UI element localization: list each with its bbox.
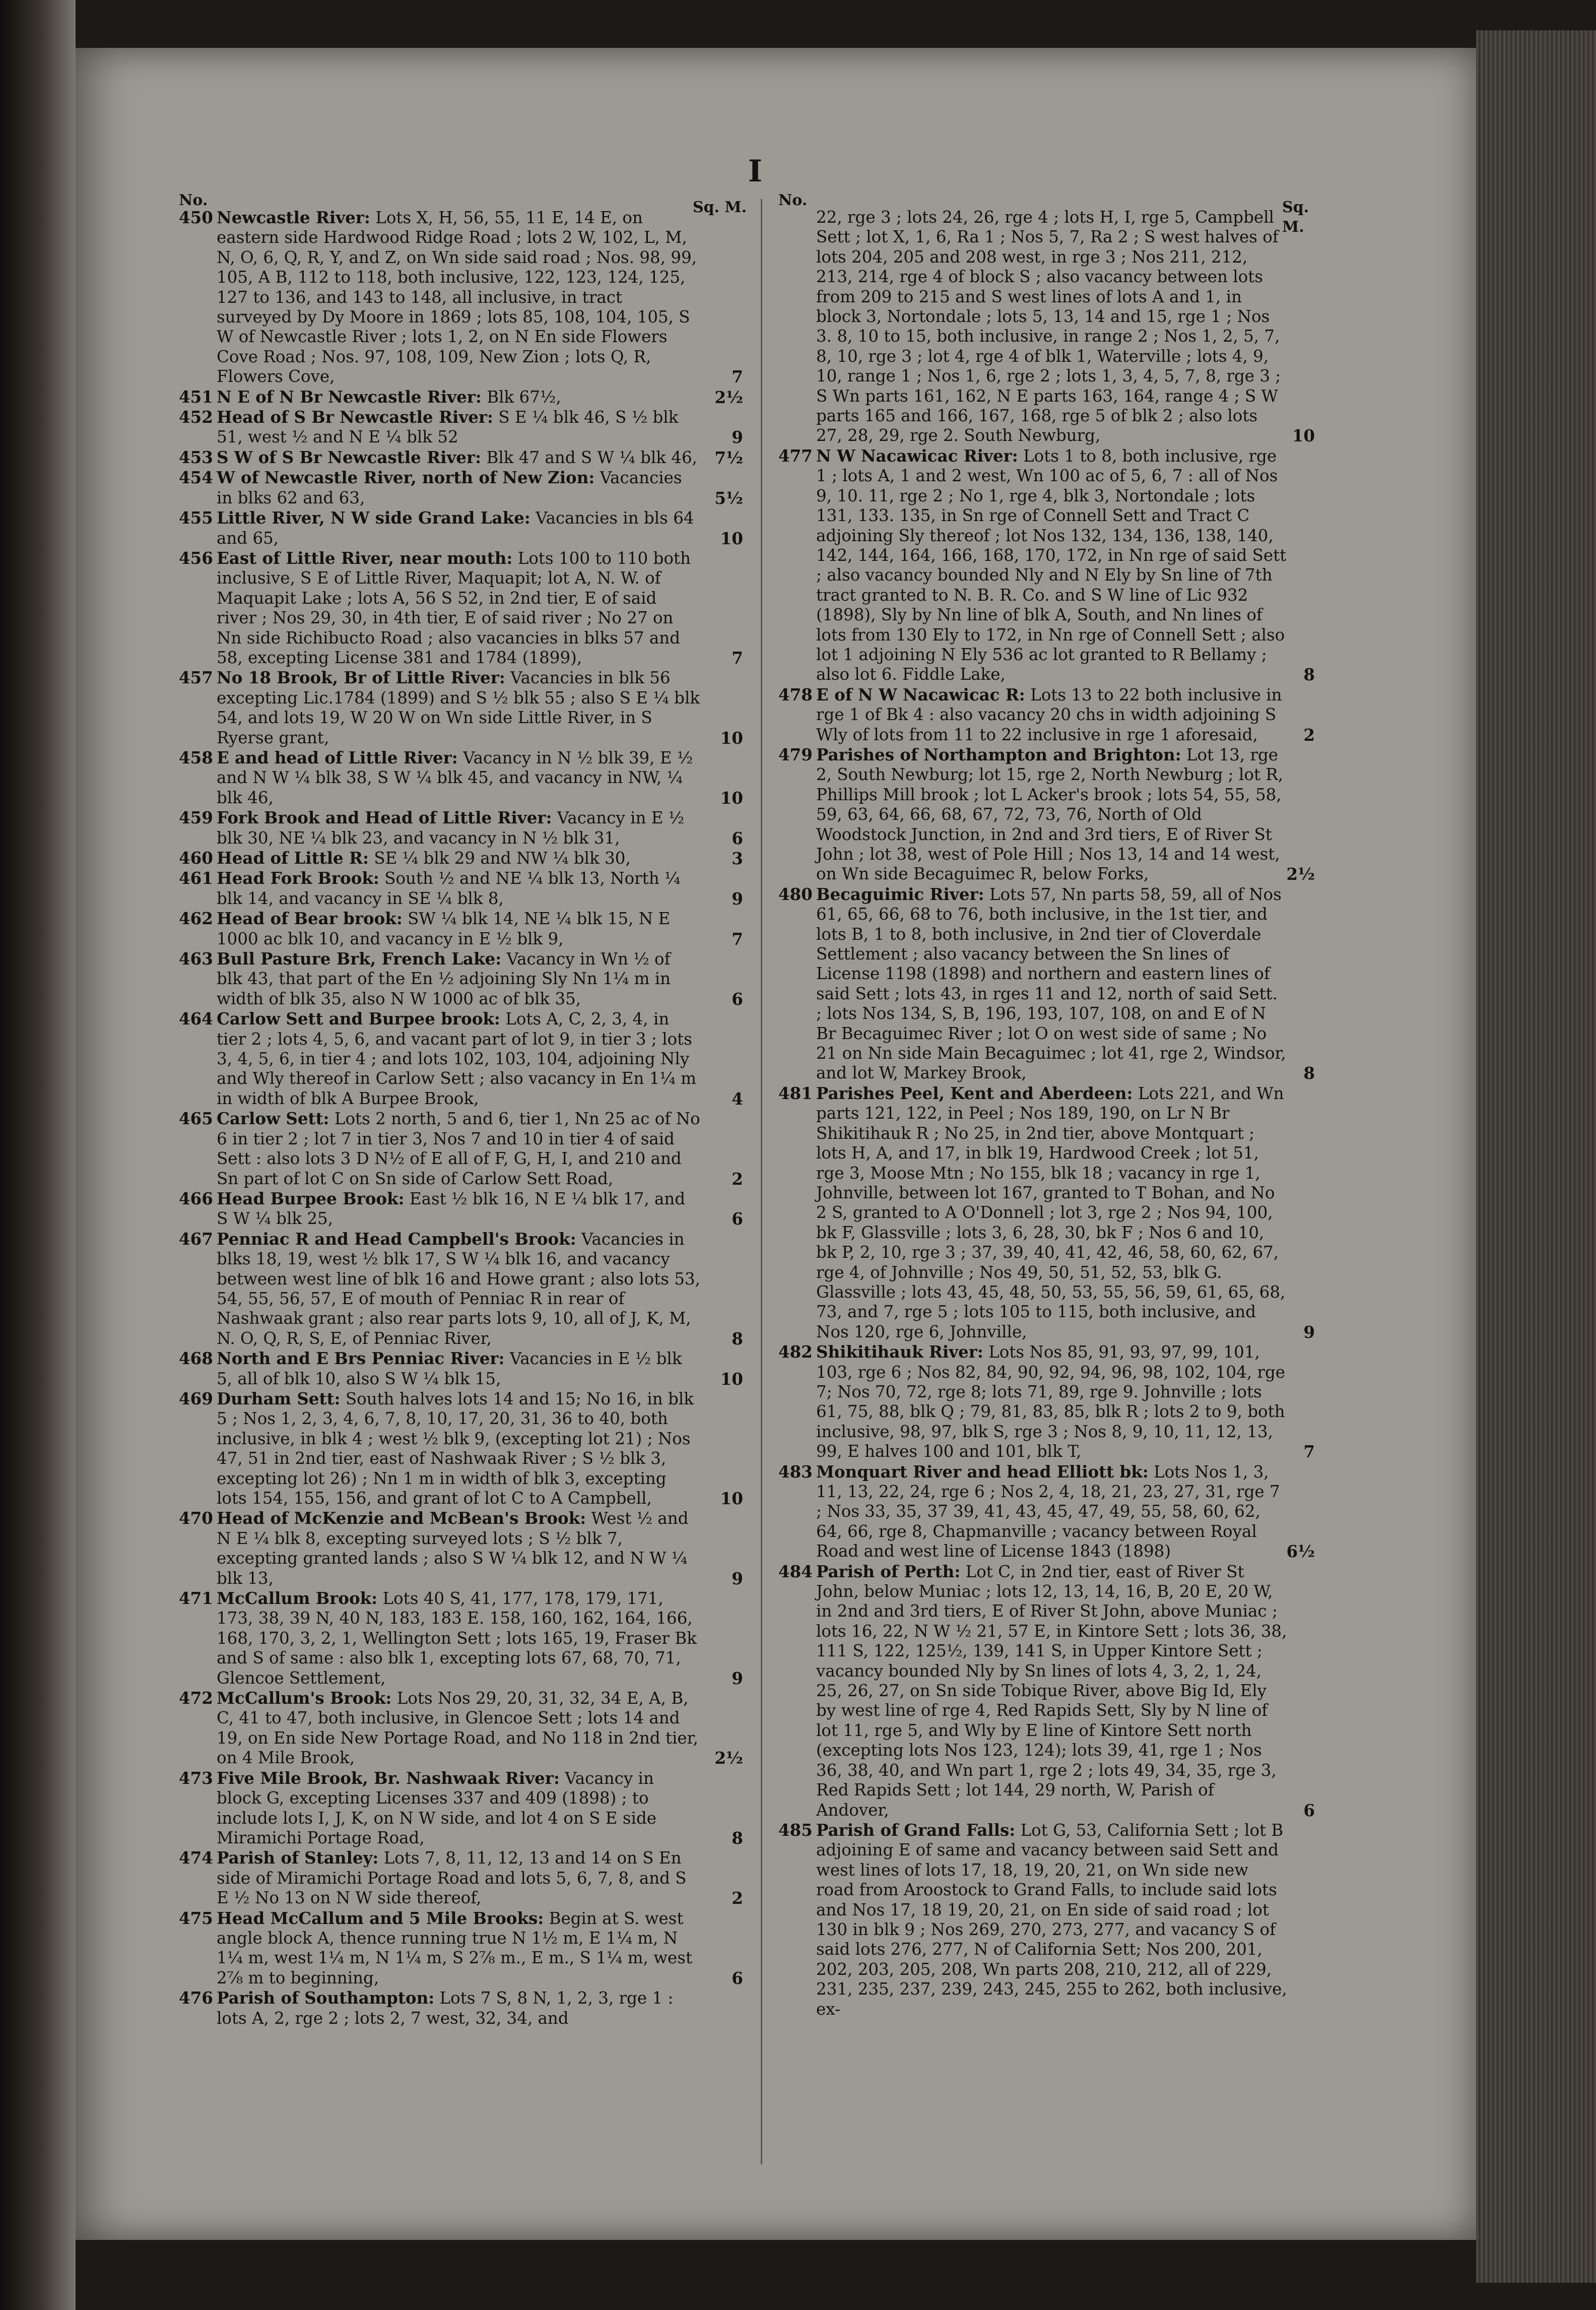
list-item <box>179 1688 753 1768</box>
list-item <box>179 1988 753 2028</box>
entry-locality: W of Newcastle River, north of New Zion: <box>217 468 595 488</box>
list-item <box>179 1189 753 1229</box>
entry-number: 478 <box>778 684 813 704</box>
entry-locality: Parish of Stanley: <box>217 1848 379 1868</box>
list-item <box>778 1342 1335 1461</box>
list-item <box>179 208 753 387</box>
entry-number: 476 <box>179 1988 213 2008</box>
entry-text: Lot G, 53, California Sett ; lot B adjoining E of same and vacancy between said Sett and west lines of lots 17, 18, 19, 20, 21, on Wn side new road from Aroostock to Grand Falls, to include said lots and Nos 17, 18 19, 20, 21, on En side of said road ; lot 130 in blk 9 ; Nos 269, 270, 273, 277, and vacancy S of said lots 276, 277, N of California Sett; Nos 200, 201, 202, 203, 205, 208, Wn parts 208, 210, 212, all of 229, 231, 235, 237, 239, 243, 245, 255 to 262, both inclusive, ex- <box>816 1820 1287 2019</box>
list-item <box>179 848 753 868</box>
entry-locality: Durham Sett: <box>217 1388 341 1408</box>
list-item <box>179 1109 753 1189</box>
entry-text: Lots 221, and Wn parts 121, 122, in Peel ; Nos 189, 190, on Lr N Br Shikitihauk R ; No 25, in 2nd tier, above Montquart ; lots H, A, and 17, in blk 19, Hardwood Creek ; lot 51, rge 3, Moose Mtn ; No 155, blk 18 ; vacancy in rge 1, Johnville, between lot 167, granted to T Bohan, and No 2 S, granted to A O'Donnell ; lot 3, rge 2 ; Nos 94, 100, bk F, Glassville ; lots 3, 6, 28, 30, bk F ; Nos 6 and 10, bk P, 2, 10, rge 3 ; 37, 39, 40, 41, 42, 46, 58, 60, 62, 67, rge 4, of Johnville ; Nos 49, 50, 51, 52, 53, blk G. Glassville ; lots 43, 45, 48, 50, 53, 55, 56, 59, 61, 65, 68, 73, and 7, rge 5 ; lots 105 to 115, both inclusive, and Nos 120, rge 6, Johnville, <box>816 1083 1286 1341</box>
entry-text: Vacancy in block G, excepting Licenses 337 and 409 (1898) ; to include lots I, J, K, on N W side, and lot 4 on S E side Miramichi Portage Road, <box>217 1768 656 1847</box>
entry-area: 2½ <box>714 387 743 407</box>
list-item <box>179 868 753 909</box>
sq-header: Sq. M. <box>693 199 747 216</box>
entry-number: 480 <box>778 884 813 904</box>
entry-locality: Becaguimic River: <box>816 884 984 904</box>
entry-area: 10 <box>720 788 743 808</box>
entry-number: 461 <box>179 868 213 888</box>
no-header: No. <box>179 191 208 209</box>
left-column <box>179 190 753 2028</box>
entry-number: 466 <box>179 1188 213 1208</box>
entry-area: 9 <box>732 888 743 909</box>
entry-area: 6 <box>732 989 743 1009</box>
entry-number: 472 <box>179 1688 213 1708</box>
entry-locality: Head McCallum and 5 Mile Brooks: <box>217 1908 544 1928</box>
entry-text: Lot C, in 2nd tier, east of River St John, below Muniac ; lots 12, 13, 14, 16, B, 20 E, 20 W, in 2nd and 3rd tiers, E of River St John, above Muniac ; lots 16, 22, N W ½ 21, 57 E, in Kintore Sett ; lots 36, 38, 111 S, 122, 125½, 139, 141 S, in Upper Kintore Sett ; vacancy bounded Nly by Sn lines of lots 4, 3, 2, 1, 24, 25, 26, 27, on Sn side Tobique River, above Big Id, Ely by west line of rge 4, Red Rapids Sett, Sly by N line of lot 11, rge 5, and Wly by E line of Kintore Sett north (excepting lots Nos 123, 124); lots 39, 41, rge 1 ; Nos 36, 38, 40, and Wn part 1, rge 2 ; lots 49, 34, 35, rge 3, Red Rapids Sett ; lot 144, 29 north, W, Parish of Andover, <box>816 1562 1287 1820</box>
entry-text: S E ¼ blk 46, S ½ blk 51, west ½ and N E ¼ blk 52 <box>217 408 679 447</box>
list-item <box>179 1389 753 1508</box>
list-item <box>179 548 753 668</box>
list-item <box>179 1848 753 1908</box>
entry-locality: Newcastle River: <box>217 208 370 227</box>
no-header: No. <box>778 191 808 209</box>
list-item <box>179 1229 753 1349</box>
entry-number: 451 <box>179 387 213 407</box>
entry-area: 8 <box>1303 1063 1315 1083</box>
entry-text: Lot 13, rge 2, South Newburg; lot 15, rge 2, North Newburg ; lot R, Phillips Mill brook ; lot L Acker's brook ; lots 54, 55, 58, 59, 63, 64, 66, 68, 67, 72, 73, 76, North of Old Woodstock Junction, in 2nd and 3rd tiers, E of River St John ; lot 38, west of Pole Hill ; Nos 13, 14 and 14 west, on Wn side Becaguimec R, below Forks, <box>816 745 1284 884</box>
list-item <box>778 745 1335 884</box>
list-item <box>778 1083 1335 1342</box>
entry-text: Lots X, H, 56, 55, 11 E, 14 E, on eastern side Hardwood Ridge Road ; lots 2 W, 102, L, M, N, O, 6, Q, R, Y, and Z, on Wn side said road ; Nos. 98, 99, 105, A B, 112 to 118, both inclusive, 122, 123, 124, 125, 127 to 136, and 143 to 148, all inclusive, in tract surveyed by Dy Moore in 1869 ; lots 85, 108, 104, 105, S W of Newcastle River ; lots 1, 2, on N En side Flowers Cove Road ; Nos. 97, 108, 109, New Zion ; lots Q, R, Flowers Cove, <box>217 208 697 387</box>
right-column <box>778 190 1335 2019</box>
entry-area: 6 <box>1303 1800 1315 1820</box>
entry-number: 467 <box>179 1229 213 1249</box>
entry-number: 459 <box>179 808 213 828</box>
list-item <box>179 949 753 1009</box>
entry-area: 10 <box>1292 426 1315 446</box>
entry-text: Lots Nos 29, 20, 31, 32, 34 E, A, B, C, 41 to 47, both inclusive, in Glencoe Sett ; lots 14 and 19, on En side New Portage Road, and No 118 in 2nd tier, on 4 Mile Brook, <box>217 1689 698 1768</box>
list-item <box>778 1820 1335 2019</box>
list-item <box>179 1588 753 1688</box>
entry-locality: Head of Bear brook: <box>217 909 403 929</box>
entry-text: SE ¼ blk 29 and NW ¼ blk 30, <box>369 849 631 868</box>
entry-text: Lots 40 S, 41, 177, 178, 179, 171, 173, 38, 39 N, 40 N, 183, 183 E. 158, 160, 162, 164, 166, 168, 170, 3, 2, 1, Wellington Sett ; lots 165, 19, Fraser Bk and S of same : also blk 1, excepting lots 67, 68, 70, 71, Glencoe Settlement, <box>217 1589 697 1688</box>
entry-area: 7 <box>732 367 743 387</box>
list-item <box>179 808 753 848</box>
entry-locality: Parishes of Northampton and Brighton: <box>816 744 1181 764</box>
list-item <box>179 1908 753 1988</box>
entry-number: 452 <box>179 407 213 427</box>
entry-text: Lots 7 S, 8 N, 1, 2, 3, rge 1 : lots A, 2, rge 2 ; lots 2, 7 west, 32, 34, and <box>217 1988 674 2028</box>
list-item <box>179 447 753 468</box>
entry-text: Vacancy in E ½ blk 30, NE ¼ blk 23, and vacancy in N ½ blk 31, <box>217 808 685 848</box>
list-item <box>179 468 753 508</box>
entry-locality: East of Little River, near mouth: <box>217 548 513 568</box>
list-item <box>179 1349 753 1389</box>
right-column-header <box>778 190 1335 236</box>
entry-number: 473 <box>179 1768 213 1788</box>
entry-number: 481 <box>778 1083 813 1103</box>
entry-area: 7½ <box>714 447 743 468</box>
entry-locality: Little River, N W side Grand Lake: <box>217 508 530 528</box>
entry-locality: Head Burpee Brook: <box>217 1188 405 1208</box>
entry-number: 465 <box>179 1109 213 1129</box>
list-item <box>179 1768 753 1848</box>
list-item <box>179 748 753 808</box>
entry-text: 22, rge 3 ; lots 24, 26, rge 4 ; lots H, I, rge 5, Campbell Sett ; lot X, 1, 6, Ra 1 ; Nos 5, 7, Ra 2 ; S west halves of lots 204, 205 and 208 west, in rge 3 ; Nos 211, 212, 213, 214, rge 4 of block S ; also vacancy between lots from 209 to 215 and S west lines of lots A and 1, in block 3, Nortondale ; lots 5, 13, 14 and 15, rge 1 ; Nos 3. 8, 10 to 15, both inclusive, in range 2 ; Nos 1, 2, 5, 7, 8, 10, rge 3 ; lot 4, rge 4 of blk 1, Waterville ; lots 4, 9, 10, range 1 ; Nos 1, 6, rge 2 ; lots 1, 3, 4, 5, 7, 8, rge 3 ; S Wn parts 161, 162, N E parts 163, 164, range 4 ; S W parts 165 and 166, 167, 168, rge 5 of blk 2 ; also lots 27, 28, 29, rge 2. South Newburg, <box>816 208 1281 445</box>
list-item <box>778 685 1335 745</box>
entry-text: Vacancies in blks 62 and 63, <box>217 468 682 507</box>
entry-locality: Head Fork Brook: <box>217 868 379 888</box>
entry-area: 2½ <box>714 1748 743 1768</box>
entry-area: 2 <box>1303 725 1315 745</box>
entry-text: East ½ blk 16, N E ¼ blk 17, and S W ¼ blk 25, <box>217 1189 686 1229</box>
entry-text: Lots Nos 1, 3, 11, 13, 22, 24, rge 6 ; Nos 2, 4, 18, 21, 23, 27, 31, rge 7 ; Nos 33, 35, 37 39, 41, 43, 45, 47, 49, 55, 58, 60, 62, 64, 66, rge 8, Chapmanville ; vacancy between Royal Road and west line of License 1843 (1898) <box>816 1462 1280 1561</box>
entry-number: 463 <box>179 949 213 969</box>
entry-text: Vacancy in N ½ blk 39, E ½ and N W ¼ blk 38, S W ¼ blk 45, and vacancy in NW, ¼ blk 46, <box>217 748 693 807</box>
entry-text: West ½ and N E ¼ blk 8, excepting surveyed lots ; S ½ blk 7, excepting granted lands ; also S W ¼ blk 12, and N W ¼ blk 13, <box>217 1509 689 1588</box>
entry-number: 482 <box>778 1342 813 1362</box>
entry-number: 484 <box>778 1561 813 1581</box>
entry-locality: Penniac R and Head Campbell's Brook: <box>217 1229 576 1249</box>
entry-number: 450 <box>179 208 213 227</box>
entry-area: 10 <box>720 728 743 748</box>
list-item <box>778 1562 1335 1820</box>
right-entry-list <box>778 446 1335 2019</box>
sq-header: Sq. M. <box>1282 199 1309 236</box>
entry-locality: McCallum's Brook: <box>217 1688 392 1708</box>
entry-text: South ½ and NE ¼ blk 13, North ¼ blk 14, and vacancy in SE ¼ blk 8, <box>217 869 681 908</box>
entry-number: 468 <box>179 1349 213 1369</box>
entry-area: 9 <box>1303 1322 1315 1342</box>
column-divider <box>761 199 762 2164</box>
entry-area: 5½ <box>714 488 743 508</box>
entry-locality: E and head of Little River: <box>217 747 458 767</box>
entry-text: Vacancy in Wn ½ of blk 43, that part of the En ½ adjoining Sly Nn 1¼ m in width of blk 35, also N W 1000 ac of blk 35, <box>217 949 671 1008</box>
entry-locality: Parishes Peel, Kent and Aberdeen: <box>816 1083 1133 1103</box>
entry-number: 479 <box>778 744 813 764</box>
entry-area: 10 <box>720 1489 743 1508</box>
left-column-header <box>179 190 753 216</box>
entry-locality: Parish of Perth: <box>816 1561 961 1581</box>
page-edges <box>1476 30 1596 2283</box>
entry-number: 454 <box>179 468 213 488</box>
entry-number: 453 <box>179 447 213 467</box>
list-item <box>179 1009 753 1109</box>
entry-text: Lots A, C, 2, 3, 4, in tier 2 ; lots 4, 5, 6, and vacant part of lot 9, in tier 3 ; lots 3, 4, 5, 6, in tier 4 ; and lots 102, 103, 104, adjoining Nly and Wly thereof in Carlow Sett ; also vacancy in En 1¼ m in width of blk A Burpee Brook, <box>217 1009 697 1108</box>
entry-text: Vacancies in blks 18, 19, west ½ blk 17, S W ¼ blk 16, and vacancy between west line of blk 16 and Howe grant ; also lots 53, 54, 55, 56, 57, E of mouth of Penniac R in rear of Nashwaak grant ; also rear parts lots 9, 10, all of J, K, M, N. O, Q, R, S, E, of Penniac River, <box>217 1229 701 1348</box>
entry-area: 8 <box>732 1828 743 1848</box>
entry-number: 475 <box>179 1908 213 1928</box>
entry-number: 460 <box>179 848 213 868</box>
entry-locality: Head of McKenzie and McBean's Brook: <box>217 1508 586 1528</box>
entry-locality: North and E Brs Penniac River: <box>217 1349 505 1369</box>
entry-text: Lots Nos 85, 91, 93, 97, 99, 101, 103, rge 6 ; Nos 82, 84, 90, 92, 94, 96, 98, 102, 104, rge 7; Nos 70, 72, rge 8; lots 71, 89, rge 9. Johnville ; lots 61, 75, 88, blk Q ; 79, 81, 83, 85, blk R ; lots 2 to 9, both inclusive, 98, 97, blk S, rge 3 ; Nos 8, 9, 10, 11, 12, 13, 99, E halves 100 and 101, blk T, <box>816 1342 1285 1461</box>
entry-number: 458 <box>179 747 213 767</box>
entry-text: South halves lots 14 and 15; No 16, in blk 5 ; Nos 1, 2, 3, 4, 6, 7, 8, 10, 17, 20, 31, 36 to 40, both inclusive, in blk 4 ; west ½ blk 9, (excepting lot 21) ; Nos 47, 51 in 2nd tier, east of Nashwaak River ; S ½ blk 3, excepting lot 26) ; Nn 1 m in width of blk 3, excepting lots 154, 155, 156, and grant of lot C to A Campbell, <box>217 1389 694 1508</box>
entry-locality: Fork Brook and Head of Little River: <box>217 808 552 828</box>
list-item <box>778 446 1335 685</box>
entry-text: Vacancies in blk 56 excepting Lic.1784 (1899) and S ½ blk 55 ; also S E ¼ blk 54, and lots 19, W 20 W on Wn side Little River, in S Ryerse grant, <box>217 668 700 747</box>
entry-area: 8 <box>1303 665 1315 685</box>
entry-area: 9 <box>732 1668 743 1688</box>
entry-number: 464 <box>179 1009 213 1029</box>
book-spine <box>0 0 76 2310</box>
entry-area: 4 <box>732 1088 743 1109</box>
entry-text: Begin at S. west angle block A, thence running true N 1½ m, E 1¼ m, N 1¼ m, west 1¼ m, N 1¼ m, S 2⅞ m., E m., S 1¼ m, west 2⅞ m to beginning, <box>217 1908 693 1987</box>
entry-area: 7 <box>732 929 743 949</box>
entry-area: 3 <box>732 849 743 868</box>
entry-locality: Carlow Sett and Burpee brook: <box>217 1009 500 1029</box>
entry-number: 455 <box>179 508 213 528</box>
entry-text: Lots 1 to 8, both inclusive, rge 1 ; lots A, 1 and 2 west, Wn 100 ac of 5, 6, 7 : all of Nos 9, 10. 11, rge 2 ; No 1, rge 4, blk 3, Nortondale ; lots 131, 133. 135, in Sn rge of Connell Sett and Tract C adjoining Sly thereof ; lot Nos 132, 134, 136, 138, 140, 142, 144, 164, 166, 168, 170, 172, in Nn rge of said Sett ; also vacancy bounded Nly and N Ely by Sn line of 7th tract granted to N. B. R. Co. and S W line of Lic 932 (1898), Sly by Nn line of blk A, South, and Nn lines of lots from 130 Ely to 172, in Nn rge of Connell Sett ; also lot 1 adjoining N Ely 536 ac lot granted to R Bellamy ; also lot 6. Fiddle Lake, <box>816 446 1287 684</box>
list-item <box>778 884 1335 1083</box>
entry-text: Vacancies in bls 64 and 65, <box>217 508 694 548</box>
entry-area: 8 <box>732 1328 743 1349</box>
entry-text: Lots 100 to 110 both inclusive, S E of Little River, Maquapit; lot A, N. W. of Maquapit Lake ; lots A, 56 S 52, in 2nd tier, E of said river ; Nos 29, 30, in 4th tier, E of said river ; No 27 on Nn side Richibucto Road ; also vacancies in blks 57 and 58, excepting License 381 and 1784 (1899), <box>217 548 691 667</box>
list-item <box>179 1508 753 1588</box>
entry-area: 10 <box>720 1369 743 1389</box>
entry-locality: No 18 Brook, Br of Little River: <box>217 668 505 688</box>
entry-number: 483 <box>778 1461 813 1482</box>
entry-locality: N W Nacawicac River: <box>816 445 1018 466</box>
entry-area: 6 <box>732 1968 743 1988</box>
entry-locality: Head of S Br Newcastle River: <box>217 407 494 427</box>
entry-locality: S W of S Br Newcastle River: <box>217 447 482 467</box>
entry-locality: Parish of Grand Falls: <box>816 1820 1016 1840</box>
entry-locality: E of N W Nacawicac R: <box>816 684 1025 704</box>
left-entry-list <box>179 208 753 2028</box>
entry-number: 471 <box>179 1588 213 1609</box>
entry-locality: Carlow Sett: <box>217 1109 329 1129</box>
entry-number: 462 <box>179 909 213 929</box>
entry-number: 485 <box>778 1820 813 1840</box>
entry-number: 469 <box>179 1388 213 1408</box>
entry-area: 10 <box>720 528 743 548</box>
list-item <box>179 668 753 748</box>
list-item <box>179 508 753 548</box>
entry-number: 457 <box>179 668 213 688</box>
entry-area: 6 <box>732 1209 743 1229</box>
entry-locality: Shikitihauk River: <box>816 1342 983 1362</box>
entry-area: 9 <box>732 427 743 447</box>
entry-area: 2½ <box>1286 864 1315 884</box>
entry-area: 2 <box>732 1169 743 1189</box>
list-item <box>778 1462 1335 1562</box>
entry-locality: McCallum Brook: <box>217 1588 378 1609</box>
entry-text: Vacancies in E ½ blk 5, all of blk 10, also S W ¼ blk 15, <box>217 1349 682 1388</box>
entry-text: Blk 67½, <box>481 387 561 407</box>
entry-text: Blk 47 and S W ¼ blk 46, <box>481 447 698 467</box>
entry-number: 477 <box>778 445 813 466</box>
entry-area: 7 <box>732 648 743 668</box>
page-letter: I <box>748 154 763 189</box>
continuation-entry <box>778 208 1335 446</box>
entry-locality: N E of N Br Newcastle River: <box>217 387 482 407</box>
entry-area: 7 <box>1303 1442 1315 1462</box>
entry-area: 9 <box>732 1568 743 1588</box>
list-item <box>179 387 753 407</box>
entry-locality: Bull Pasture Brk, French Lake: <box>217 949 502 969</box>
entry-number: 470 <box>179 1508 213 1528</box>
entry-number: 456 <box>179 548 213 568</box>
entry-text: Lots 13 to 22 both inclusive in rge 1 of Bk 4 : also vacancy 20 chs in width adjoining S Wly of lots from 11 to 22 inclusive in rge 1 aforesaid, <box>816 685 1282 744</box>
entry-locality: Parish of Southampton: <box>217 1988 435 2008</box>
entry-locality: Monquart River and head Elliott bk: <box>816 1461 1149 1482</box>
list-item <box>179 909 753 949</box>
entry-area: 2 <box>732 1888 743 1908</box>
list-item <box>179 407 753 447</box>
entry-text: SW ¼ blk 14, NE ¼ blk 15, N E 1000 ac blk 10, and vacancy in E ½ blk 9, <box>217 909 671 948</box>
entry-locality: Head of Little R: <box>217 848 369 868</box>
entry-text: Lots 2 north, 5 and 6, tier 1, Nn 25 ac of No 6 in tier 2 ; lot 7 in tier 3, Nos 7 and 10 in tier 4 of said Sett : also lots 3 D N½ of E all of F, G, H, I, and 210 and Sn part of lot C on Sn side of Carlow Sett Road, <box>217 1109 700 1188</box>
entry-area: 6½ <box>1286 1542 1315 1562</box>
entry-locality: Five Mile Brook, Br. Nashwaak River: <box>217 1768 560 1788</box>
entry-text: Lots 57, Nn parts 58, 59, all of Nos 61, 65, 66, 68 to 76, both inclusive, in the 1st tier, and lots B, 1 to 8, both inclusive, in 2nd tier of Cloverdale Settlement ; also vacancy between the Sn lines of License 1198 (1898) and northern and eastern lines of said Sett ; lots 43, in rges 11 and 12, north of said Sett. ; lots Nos 134, S, B, 196, 193, 107, 108, on and E of N Br Becaguimec River ; lot O on west side of same ; No 21 on Nn side Main Becaguimec ; lot 41, rge 2, Windsor, and lot W, Markey Brook, <box>816 884 1286 1083</box>
entry-area: 6 <box>732 828 743 848</box>
entry-number: 474 <box>179 1848 213 1868</box>
entry-text: Lots 7, 8, 11, 12, 13 and 14 on S En side of Miramichi Portage Road and lots 5, 6, 7, 8, and S E ½ No 13 on N W side thereof, <box>217 1848 687 1908</box>
